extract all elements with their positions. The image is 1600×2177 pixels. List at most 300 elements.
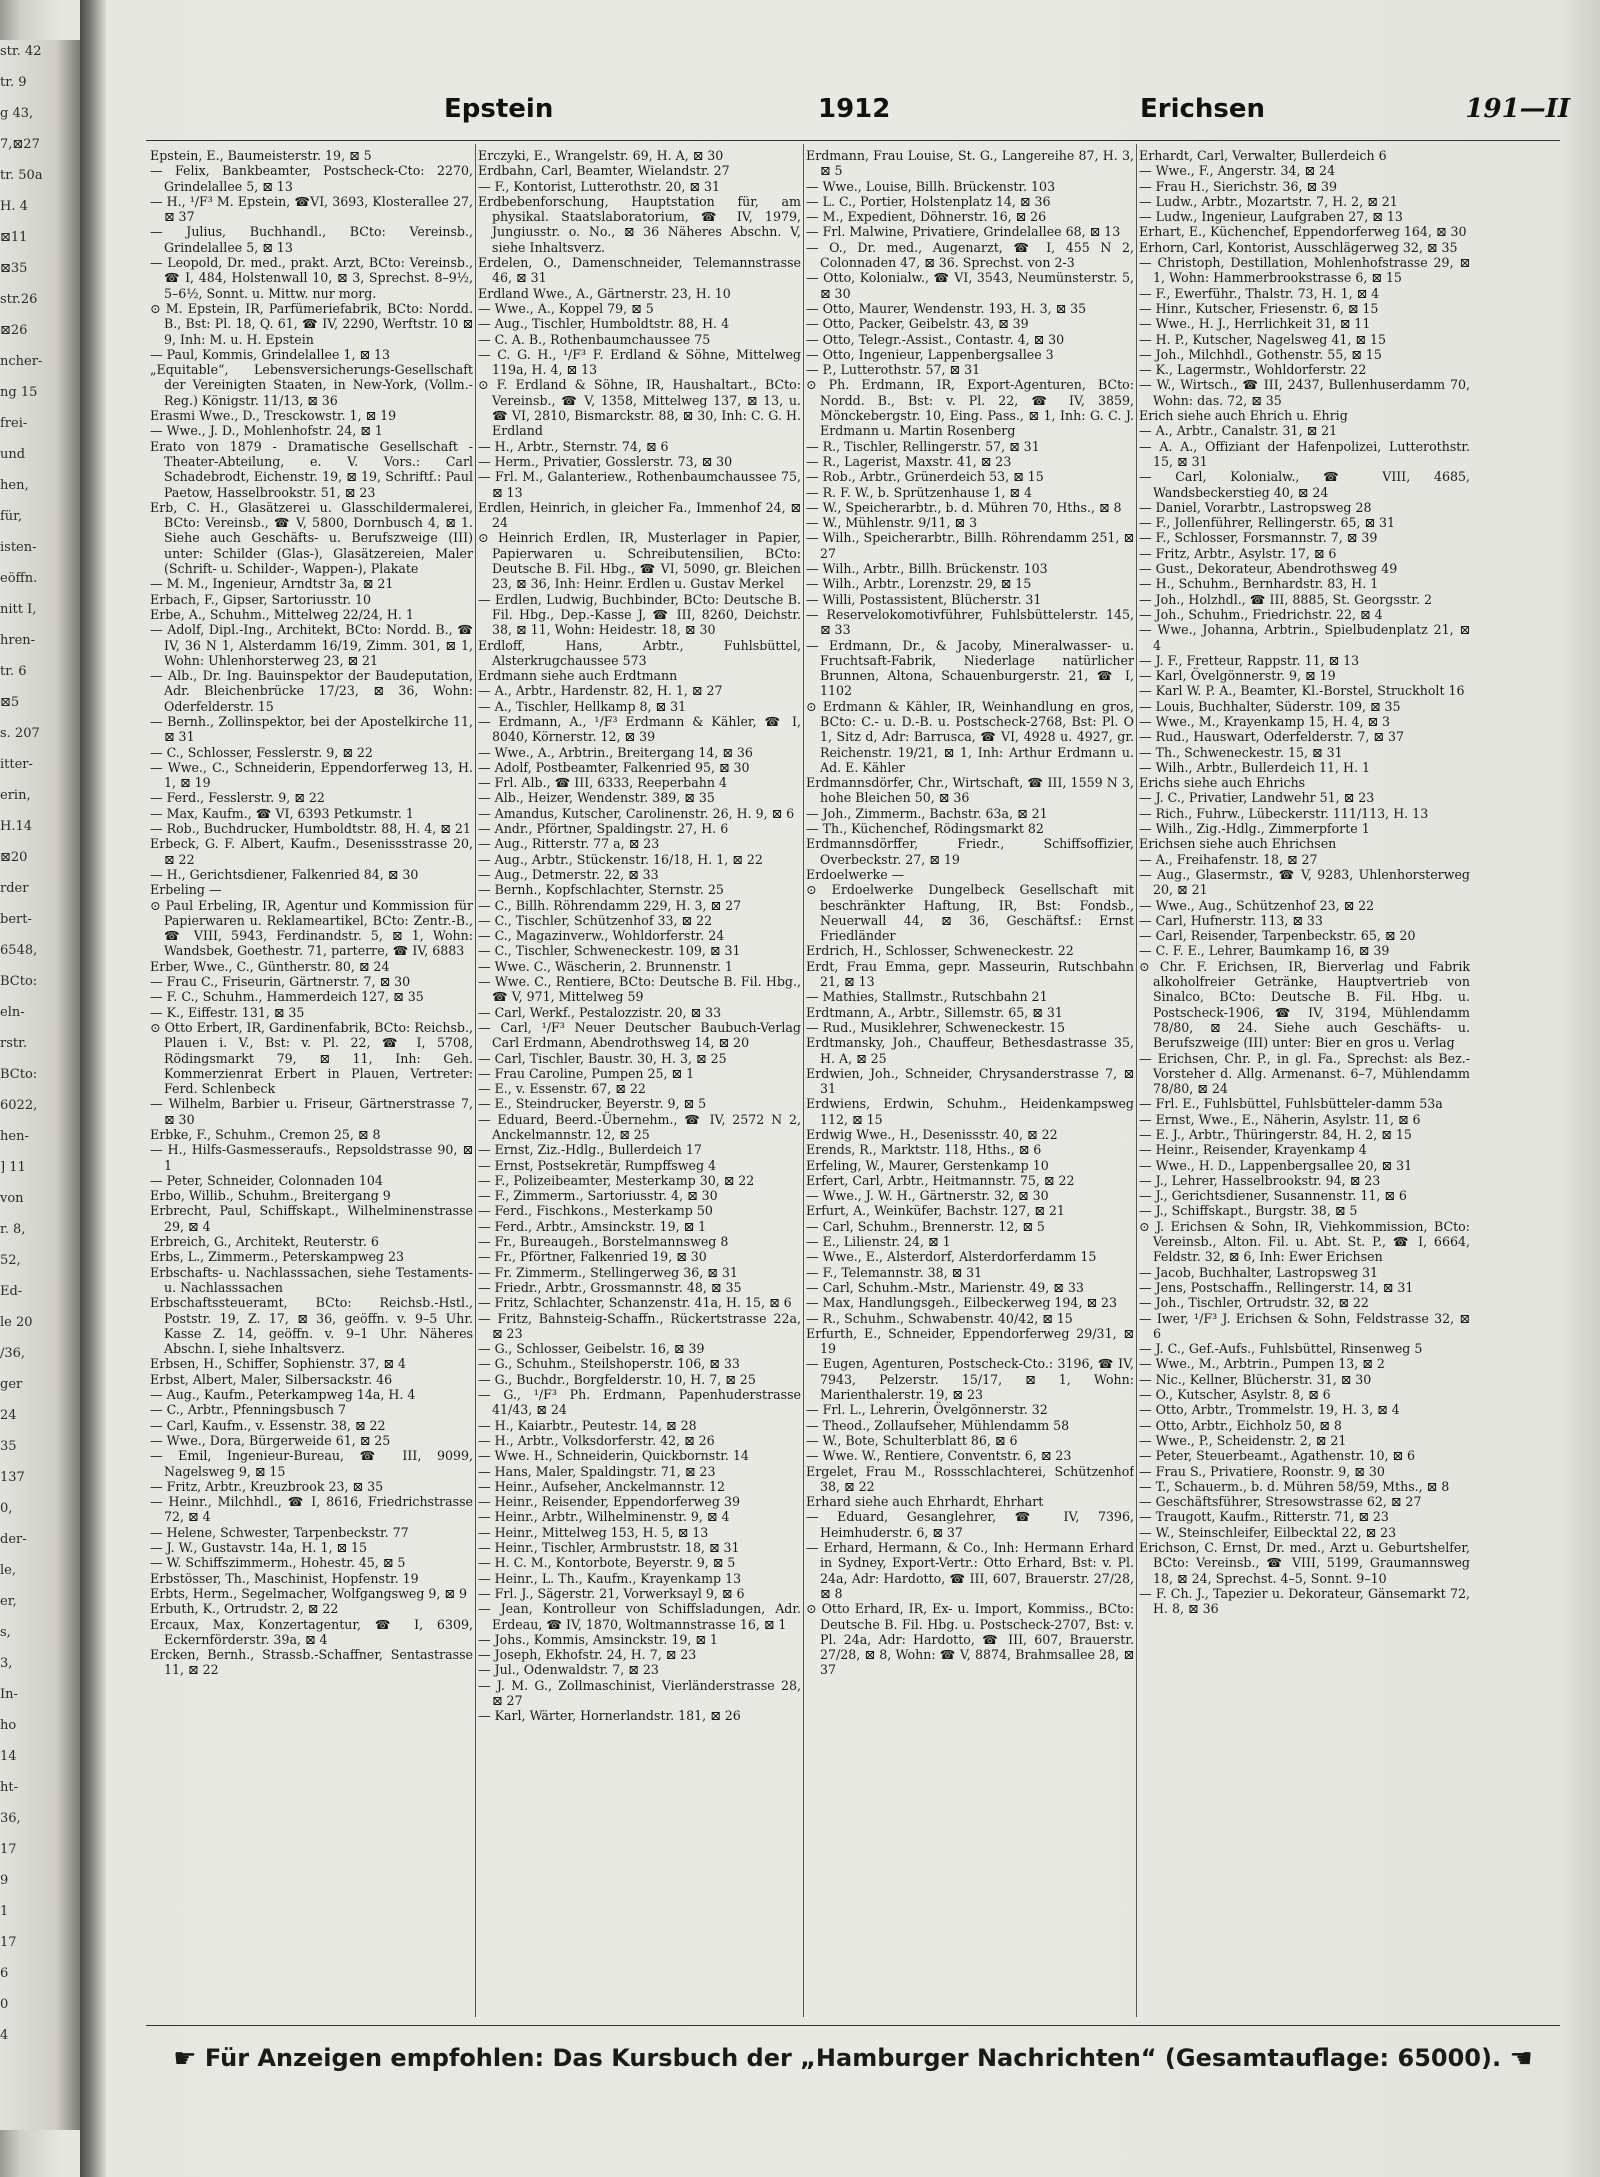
directory-entry: ⊙ Chr. F. Erichsen, IR, Bierverlag und Fabrik alkoholfreier Getränke, Hauptvertrieb von Sinalco, BCto: Deutsche B. Fil. Hbg. u. Postscheck-1906, ☎ IV, 3194, Mühlendamm 78/80, ⊠ 24. Siehe auch Geschäfts- u. Berufszweige (III) unter: Bier en gros u. Verlag — [1139, 958, 1470, 1051]
advertisement-footer — [146, 2044, 1560, 2084]
directory-entry: Erdloff, Hans, Arbtr., Fuhlsbüttel, Alsterkrugchaussee 573 — [478, 637, 801, 668]
previous-page-fragment: tr. 9 — [0, 75, 27, 90]
directory-entry: — Otto, Arbtr., Eichholz 50, ⊠ 8 — [1139, 1417, 1342, 1433]
directory-entry: Erdt, Frau Emma, gepr. Masseurin, Rutschbahn 21, ⊠ 13 — [806, 958, 1134, 990]
directory-entry: — Traugott, Kaufm., Ritterstr. 71, ⊠ 23 — [1139, 1509, 1389, 1525]
directory-entry: — Wwe., C., Schneiderin, Eppendorferweg 13, H. 1, ⊠ 19 — [150, 759, 473, 791]
directory-entry: — G., Buchdr., Borgfelderstr. 10, H. 7, ⊠ 25 — [478, 1371, 756, 1387]
directory-entry: — Eduard, Gesanglehrer, ☎ IV, 7396, Heimhuderstr. 6, ⊠ 37 — [806, 1509, 1134, 1540]
directory-entry: — Carl, Tischler, Baustr. 30, H. 3, ⊠ 25 — [478, 1050, 727, 1066]
directory-entry: — Bernh., Kopfschlachter, Sternstr. 25 — [478, 882, 724, 898]
directory-entry: — H., Arbtr., Sternstr. 74, ⊠ 6 — [478, 438, 669, 454]
directory-entry: — Otto, Ingenieur, Lappenbergsallee 3 — [806, 346, 1054, 362]
directory-entry: — W., Steinschleifer, Eilbecktal 22, ⊠ 23 — [1139, 1524, 1397, 1540]
directory-entry: — Friedr., Arbtr., Grossmannstr. 48, ⊠ 35 — [478, 1279, 742, 1295]
directory-entry: — Aug., Kaufm., Peterkampweg 14a, H. 4 — [150, 1387, 416, 1403]
directory-entry: — Theod., Zollaufseher, Mühlendamm 58 — [806, 1417, 1070, 1433]
directory-entry: — W., Speicherarbtr., b. d. Mühren 70, Hths., ⊠ 8 — [806, 499, 1122, 515]
directory-entry: — Wilh., Arbtr., Lorenzstr. 29, ⊠ 15 — [806, 576, 1032, 592]
directory-entry: — Daniel, Vorarbtr., Lastropsweg 28 — [1139, 499, 1372, 515]
directory-entry: — Heinr., Reisender, Krayenkamp 4 — [1139, 1142, 1367, 1158]
previous-page-fragment: ncher- — [0, 354, 43, 369]
directory-entry: Epstein, E., Baumeisterstr. 19, ⊠ 5 — [150, 148, 372, 163]
directory-entry: ⊙ Otto Erhard, IR, Ex- u. Import, Kommiss., BCto: Deutsche B. Fil. Hbg. u. Postscheck-2707, Bst: v. Pl. 24a, Adr: Hardotto, ☎ III, 607, Brauerstr. 27/28, ⊠ 8, Wohn: ☎ V, 8874, Brahmsallee 28, ⊠ 37 — [806, 1601, 1134, 1678]
directory-entry: — Helene, Schwester, Tarpenbeckstr. 77 — [150, 1524, 409, 1540]
directory-entry: — Geschäftsführer, Stresowstrasse 62, ⊠ 27 — [1139, 1494, 1422, 1510]
directory-entry: Erbreich, G., Architekt, Reuterstr. 6 — [150, 1234, 379, 1250]
directory-entry: Erbts, Herm., Segelmacher, Wolfgangsweg 9, ⊠ 9 — [150, 1585, 467, 1601]
directory-entry: Erbuth, K., Ortrudstr. 2, ⊠ 22 — [150, 1601, 339, 1617]
directory-entry: — Wwe. C., Wäscherin, 2. Brunnenstr. 1 — [478, 958, 733, 974]
directory-entry: Erdwig Wwe., H., Desenissstr. 40, ⊠ 22 — [806, 1127, 1058, 1142]
directory-entry: — Gust., Dekorateur, Abendrothsweg 49 — [1139, 561, 1398, 577]
directory-entry: — Adolf, Postbeamter, Falkenried 95, ⊠ 30 — [478, 759, 750, 775]
directory-entry: Erdmannsdörffer, Friedr., Schiffsoffizier, Overbeckstr. 27, ⊠ 19 — [806, 836, 1134, 867]
directory-entry: — F., Jollenführer, Rellingerstr. 65, ⊠ 31 — [1139, 515, 1396, 531]
directory-entry: — R. F. W., b. Sprützenhause 1, ⊠ 4 — [806, 484, 1033, 500]
directory-entry: — Nic., Kellner, Blücherstr. 31, ⊠ 30 — [1139, 1371, 1372, 1387]
directory-entry: — Hinr., Kutscher, Friesenstr. 6, ⊠ 15 — [1139, 300, 1379, 316]
directory-entry: — H., Kaiarbtr., Peutestr. 14, ⊠ 28 — [478, 1417, 697, 1433]
directory-entry: — Joh., Zimmerm., Bachstr. 63a, ⊠ 21 — [806, 805, 1048, 821]
directory-entry: ⊙ Paul Erbeling, IR, Agentur und Kommission für Papierwaren u. Reklameartikel, BCto: Zentr.-B., ☎ VIII, 5943, Ferdinandstr. 5, ⊠ 1, Wohn: Wandsbek, Goethestr. 71, parterre, ☎ IV, 6883 — [150, 897, 473, 959]
directory-entry: — Adolf, Dipl.-Ing., Architekt, BCto: Nordd. B., ☎ IV, 36 N 1, Alsterdamm 16/19, Zimm. 301, ⊠ 1, Wohn: Uhlenhorsterweg 23, ⊠ 21 — [150, 622, 473, 668]
directory-entry: Erdland Wwe., A., Gärtnerstr. 23, H. 10 — [478, 285, 731, 301]
directory-entry: — Peter, Steuerbeamt., Agathenstr. 10, ⊠ 6 — [1139, 1448, 1416, 1464]
previous-page-fragment: H. 4 — [0, 199, 28, 214]
directory-entry: — Ernst, Ziz.-Hdlg., Bullerdeich 17 — [478, 1142, 702, 1158]
directory-entry: — Carl, Hufnerstr. 113, ⊠ 33 — [1139, 912, 1323, 928]
directory-entry: — Wwe., E., Alsterdorf, Alsterdorferdamm 15 — [806, 1249, 1097, 1265]
directory-entry: — Heinr., Mittelweg 153, H. 5, ⊠ 13 — [478, 1524, 709, 1540]
directory-entry: Ercken, Bernh., Strassb.-Schaffner, Sentastrasse 11, ⊠ 22 — [150, 1647, 473, 1678]
directory-entry: — J. W., Gustavstr. 14a, H. 1, ⊠ 15 — [150, 1540, 368, 1556]
directory-entry: — C., Magazinverw., Wohldorferstr. 24 — [478, 928, 725, 944]
directory-entry: — A., Tischler, Hellkamp 8, ⊠ 31 — [478, 698, 687, 714]
directory-entry: — Wwe., Louise, Billh. Brückenstr. 103 — [806, 178, 1056, 194]
directory-entry: — Otto, Kolonialw., ☎ VI, 3543, Neumünsterstr. 5, ⊠ 30 — [806, 270, 1134, 301]
directory-entry: — O., Kutscher, Asylstr. 8, ⊠ 6 — [1139, 1387, 1331, 1403]
directory-entry: — C., Tischler, Schweneckestr. 109, ⊠ 31 — [478, 943, 741, 959]
directory-entry: — Otto, Packer, Geibelstr. 43, ⊠ 39 — [806, 316, 1029, 332]
previous-page-fragment: von — [0, 1191, 24, 1206]
directory-entry: ⊙ Erdmann & Kähler, IR, Weinhandlung en gros, BCto: C.- u. D.-B. u. Postscheck-2768, Bst: Pl. O 1, Sitz d, Adr: Barrusca, ☎ VI, 4928 u. 4927, gr. Reichenstr. 19/21, ⊠ 1, Inh: Arthur Erdmann u. Ad. E. Kähler — [806, 698, 1134, 775]
previous-page-fragment: str.26 — [0, 292, 38, 307]
directory-entry: — Fr. Zimmerm., Stellingerweg 36, ⊠ 31 — [478, 1264, 738, 1280]
directory-entry: — Frau Caroline, Pumpen 25, ⊠ 1 — [478, 1065, 695, 1081]
directory-entry: — R., Lagerist, Maxstr. 41, ⊠ 23 — [806, 453, 1012, 469]
directory-entry: — T., Schauerm., b. d. Mühren 58/59, Mths., ⊠ 8 — [1139, 1478, 1450, 1494]
directory-entry: — Fr., Bureaugeh., Borstelmannsweg 8 — [478, 1234, 729, 1250]
previous-page-fragment: für, — [0, 509, 23, 524]
directory-entry: — Fritz, Bahnsteig-Schaffn., Rückertstrasse 22a, ⊠ 23 — [478, 1310, 801, 1341]
directory-entry: — Heinr., L. Th., Kaufm., Krayenkamp 13 — [478, 1570, 742, 1586]
directory-entry: — Carl, Kaufm., v. Essenstr. 38, ⊠ 22 — [150, 1417, 386, 1433]
directory-entry: — Bernh., Zollinspektor, bei der Apostelkirche 11, ⊠ 31 — [150, 713, 473, 745]
header-last-entry: Erichsen — [1140, 94, 1266, 124]
directory-entry: Erasmi Wwe., D., Tresckowstr. 1, ⊠ 19 — [150, 408, 397, 424]
directory-entry: — F., Kontorist, Lutterothstr. 20, ⊠ 31 — [478, 178, 720, 194]
directory-entry: — Frau S., Privatiere, Roonstr. 9, ⊠ 30 — [1139, 1463, 1385, 1479]
directory-entry: — C., Arbtr., Pfenningsbusch 7 — [150, 1402, 346, 1418]
directory-entry: — Max, Handlungsgeh., Eilbeckerweg 194, ⊠ 23 — [806, 1295, 1118, 1311]
directory-entry: — H. P., Kutscher, Nagelsweg 41, ⊠ 15 — [1139, 331, 1386, 347]
directory-entry: — Rob., Arbtr., Grünerdeich 53, ⊠ 15 — [806, 469, 1044, 485]
directory-entry: — Wwe., M., Arbtrin., Pumpen 13, ⊠ 2 — [1139, 1356, 1385, 1372]
directory-entry: — Otto, Maurer, Wendenstr. 193, H. 3, ⊠ 35 — [806, 300, 1087, 316]
directory-entry: — H., Hilfs-Gasmesseraufs., Repsoldstrasse 90, ⊠ 1 — [150, 1142, 473, 1173]
directory-entry: „Equitable“, Lebensversicherungs-Gesellschaft der Vereinigten Staaten, in New-York, (Vollm.-Reg.) Königstr. 11/13, ⊠ 36 — [150, 362, 473, 408]
directory-entry: — Heinr., Tischler, Armbruststr. 18, ⊠ 31 — [478, 1540, 740, 1556]
directory-entry: — Joseph, Ekhofstr. 24, H. 7, ⊠ 23 — [478, 1647, 697, 1663]
directory-entry: — Reservelokomotivführer, Fuhlsbüttelerstr. 145, ⊠ 33 — [806, 606, 1134, 638]
previous-page-fragment: 52, — [0, 1253, 21, 1268]
directory-entry: — Wwe., Dora, Bürgerweide 61, ⊠ 25 — [150, 1432, 391, 1448]
directory-entry: Erbstösser, Th., Maschinist, Hopfenstr. 19 — [150, 1570, 419, 1586]
directory-entry: — Wwe., P., Scheidenstr. 2, ⊠ 21 — [1139, 1432, 1347, 1448]
directory-column-4 — [1139, 148, 1470, 2026]
directory-entry: — Jacob, Buchhalter, Lastropsweg 31 — [1139, 1264, 1379, 1280]
directory-entry: — Willi, Postassistent, Blücherstr. 31 — [806, 591, 1042, 607]
previous-page-fragment: isten- — [0, 540, 37, 555]
directory-entry: — Joh., Holzhdl., ☎ III, 8885, St. Georgsstr. 2 — [1139, 591, 1432, 607]
directory-entry: — Otto, Telegr.-Assist., Contastr. 4, ⊠ 30 — [806, 331, 1065, 347]
directory-entry: — F., Zimmerm., Sartoriusstr. 4, ⊠ 30 — [478, 1188, 718, 1204]
previous-page-fragment: ht- — [0, 1780, 18, 1795]
directory-entry: Erfurth, E., Schneider, Eppendorferweg 29/31, ⊠ 19 — [806, 1325, 1134, 1357]
directory-entry: Erbschafts- u. Nachlasssachen, siehe Testaments- u. Nachlasssachen — [150, 1264, 473, 1295]
directory-entry: — G., Schlosser, Geibelstr. 16, ⊠ 39 — [478, 1341, 705, 1357]
directory-entry: — Carl, ¹/F³ Neuer Deutscher Baubuch-Verlag Carl Erdmann, Abendrothsweg 14, ⊠ 20 — [478, 1019, 801, 1051]
directory-entry: — M. M., Ingenieur, Arndtstr 3a, ⊠ 21 — [150, 576, 394, 592]
header-first-entry: Epstein — [444, 94, 554, 124]
directory-entry: — R., Tischler, Rellingerstr. 57, ⊠ 31 — [806, 438, 1040, 454]
directory-entry: — Wwe., Aug., Schützenhof 23, ⊠ 22 — [1139, 897, 1375, 913]
directory-entry: — Aug., Arbtr., Stückenstr. 16/18, H. 1, ⊠ 22 — [478, 851, 763, 867]
directory-entry: — W., Wirtsch., ☎ III, 2437, Bullenhuserdamm 70, Wohn: das. 72, ⊠ 35 — [1139, 377, 1470, 408]
directory-entry: — Heinr., Reisender, Eppendorferweg 39 — [478, 1494, 740, 1510]
previous-page-fragment: 17 — [0, 1842, 17, 1857]
directory-entry: — Paul, Kommis, Grindelallee 1, ⊠ 13 — [150, 346, 391, 362]
directory-entry: — F., Schlosser, Forsmannstr. 7, ⊠ 39 — [1139, 530, 1378, 546]
directory-entry: Erichson, C. Ernst, Dr. med., Arzt u. Geburtshelfer, BCto: Vereinsb., ☎ VIII, 5199, Graumannsweg 18, ⊠ 24, Sprechst. 4–5, Sonnt. 9–10 — [1139, 1540, 1470, 1586]
directory-entry: — C. G. H., ¹/F³ F. Erdland & Söhne, Mittelweg 119a, H. 4, ⊠ 13 — [478, 346, 801, 378]
previous-page-fragment: der- — [0, 1532, 27, 1547]
previous-page-fragment: 6022, — [0, 1098, 38, 1113]
directory-entry: — F., Polizeibeamter, Mesterkamp 30, ⊠ 22 — [478, 1172, 755, 1188]
directory-entry: — Amandus, Kutscher, Carolinenstr. 26, H. 9, ⊠ 6 — [478, 805, 795, 821]
directory-entry: — Wilhelm, Barbier u. Friseur, Gärtnerstrasse 7, ⊠ 30 — [150, 1096, 473, 1127]
directory-entry: — Aug., Detmerstr. 22, ⊠ 33 — [478, 866, 659, 882]
directory-entry: — C., Schlosser, Fesslerstr. 9, ⊠ 22 — [150, 744, 373, 760]
directory-entry: — G., Schuhm., Steilshoperstr. 106, ⊠ 33 — [478, 1356, 740, 1372]
column-divider — [1136, 144, 1137, 2017]
previous-page-fragment: 1 — [0, 1904, 9, 1919]
directory-entry: ⊙ F. Erdland & Söhne, IR, Haushaltart., BCto: Vereinsb., ☎ V, 1358, Mittelweg 137, ⊠ 13, u. ☎ VI, 2810, Bismarckstr. 88, ⊠ 30, Inh: C. G. H. Erdland — [478, 377, 801, 439]
directory-entry: — F., Ewerführ., Thalstr. 73, H. 1, ⊠ 4 — [1139, 285, 1380, 301]
directory-entry: — Christoph, Destillation, Mohlenhofstrasse 29, ⊠ 1, Wohn: Hammerbrookstrasse 6, ⊠ 15 — [1139, 255, 1470, 286]
directory-entry: — Eduard, Beerd.-Übernehm., ☎ IV, 2572 N 2, Anckelmannstr. 12, ⊠ 25 — [478, 1111, 801, 1142]
header-rule — [146, 140, 1560, 141]
previous-page-fragment: 24 — [0, 1408, 17, 1423]
directory-entry: — Wilh., Speicherarbtr., Billh. Röhrendamm 251, ⊠ 27 — [806, 530, 1134, 561]
previous-page-fragment: ⊠5 — [0, 695, 20, 710]
directory-entry: Erdelen, O., Damenschneider, Telemannstrasse 46, ⊠ 31 — [478, 255, 801, 286]
directory-entry: Erbe, A., Schuhm., Mittelweg 22/24, H. 1 — [150, 606, 414, 622]
previous-page-edge — [0, 40, 80, 2130]
previous-page-fragment: 0 — [0, 1997, 9, 2012]
directory-entry: — E. J., Arbtr., Thüringerstr. 84, H. 2, ⊠ 15 — [1139, 1127, 1412, 1142]
directory-entry: Erends, R., Marktstr. 118, Hths., ⊠ 6 — [806, 1142, 1042, 1158]
directory-entry: — Ferd., Arbtr., Amsinckstr. 19, ⊠ 1 — [478, 1218, 707, 1234]
directory-entry: — Hans, Maler, Spaldingstr. 71, ⊠ 23 — [478, 1463, 716, 1479]
directory-entry: Erbrecht, Paul, Schiffskapt., Wilhelminenstrasse 29, ⊠ 4 — [150, 1203, 473, 1234]
previous-page-fragment: 0, — [0, 1501, 13, 1516]
directory-entry: — Th., Küchenchef, Rödingsmarkt 82 — [806, 821, 1044, 837]
directory-entry: — Fr., Pförtner, Falkenried 19, ⊠ 30 — [478, 1249, 707, 1265]
directory-entry: ⊙ Otto Erbert, IR, Gardinenfabrik, BCto: Reichsb., Plauen i. V., Bst: v. Pl. 22, ☎ I, 5708, Rödingsmarkt 79, ⊠ 11, Inh: Geh. Kommerzienrat Erbert in Plauen, Vertreter: Ferd. Schlenbeck — [150, 1019, 473, 1097]
directory-entry: — Erhard, Hermann, & Co., Inh: Hermann Erhard in Sydney, Export-Vertr.: Otto Erhard, Bst: v. Pl. 24a, Adr: Hardotto, ☎ III, 607, Brauerstr. 27/28, ⊠ 8 — [806, 1540, 1134, 1601]
directory-entry: — Alb., Heizer, Wendenstr. 389, ⊠ 35 — [478, 790, 715, 806]
directory-entry: Erhart, E., Küchenchef, Eppendorferweg 164, ⊠ 30 — [1139, 224, 1467, 240]
directory-entry: Erhard siehe auch Ehrhardt, Ehrhart — [806, 1494, 1044, 1510]
column-divider — [475, 144, 476, 2017]
directory-entry: — Wwe. H., Schneiderin, Quickbornstr. 14 — [478, 1448, 749, 1464]
directory-entry: — H., Gerichtsdiener, Falkenried 84, ⊠ 30 — [150, 866, 419, 882]
directory-entry: — E., v. Essenstr. 67, ⊠ 22 — [478, 1081, 646, 1097]
directory-entry: ⊙ Erdoelwerke Dungelbeck Gesellschaft mit beschränkter Haftung, IR, Bst: Fondsb., Neuerwall 44, ⊠ 36, Geschäftsf.: Ernst Friedländer — [806, 882, 1134, 944]
directory-entry: — H. C. M., Kontorbote, Beyerstr. 9, ⊠ 5 — [478, 1555, 736, 1571]
directory-entry: — Heinr., Arbtr., Wilhelminenstr. 9, ⊠ 4 — [478, 1509, 730, 1525]
directory-entry: Erdmannsdörfer, Chr., Wirtschaft, ☎ III, 1559 N 3, hohe Bleichen 50, ⊠ 36 — [806, 775, 1134, 806]
directory-entry: Erb, C. H., Glasätzerei u. Glasschildermalerei, BCto: Vereinsb., ☎ V, 5800, Dornbusch 4, ⊠ 1. Siehe auch Geschäfts- u. Berufszweige (III) unter: Schilder (Glas-), Glasätzereien, Maler (Schrift- u. Schilder-, Wappen-), Plakate — [150, 499, 473, 577]
previous-page-fragment: ⊠35 — [0, 261, 28, 276]
directory-entry: — Frl. Malwine, Privatiere, Grindelallee 68, ⊠ 13 — [806, 224, 1121, 240]
directory-entry: — Max, Kaufm., ☎ VI, 6393 Petkumstr. 1 — [150, 805, 414, 821]
directory-entry: — C. F. E., Lehrer, Baumkamp 16, ⊠ 39 — [1139, 943, 1390, 959]
directory-entry: — K., Lagermstr., Wohldorferstr. 22 — [1139, 362, 1367, 378]
directory-entry: — Wwe., A., Koppel 79, ⊠ 5 — [478, 300, 654, 316]
previous-page-fragment: ⊠20 — [0, 850, 28, 865]
pointing-hand-icon: ☛ — [173, 2044, 197, 2074]
directory-entry: — J. C., Gef.-Aufs., Fuhlsbüttel, Rinsenweg 5 — [1139, 1341, 1423, 1357]
directory-entry: — Wilh., Arbtr., Billh. Brückenstr. 103 — [806, 561, 1048, 577]
directory-entry: — Ferd., Fischkons., Mesterkamp 50 — [478, 1203, 713, 1219]
previous-page-fragment: itter- — [0, 757, 33, 772]
directory-entry: — Iwer, ¹/F³ J. Erichsen & Sohn, Feldstrasse 32, ⊠ 6 — [1139, 1310, 1470, 1341]
previous-page-fragment: hen, — [0, 478, 29, 493]
directory-entry: Erichsen siehe auch Ehrichsen — [1139, 836, 1337, 852]
directory-entry: — A., Freihafenstr. 18, ⊠ 27 — [1139, 851, 1318, 867]
directory-column-2 — [478, 148, 801, 2026]
directory-entry: Erdtmann, A., Arbtr., Sillemstr. 65, ⊠ 31 — [806, 1004, 1063, 1020]
directory-entry: — Joh., Schuhm., Friedrichstr. 22, ⊠ 4 — [1139, 606, 1383, 622]
previous-page-fragment: 35 — [0, 1439, 17, 1454]
directory-entry: — Karl, Wärter, Hornerlandstr. 181, ⊠ 26 — [478, 1708, 741, 1724]
directory-entry: Ergelet, Frau M., Rossschlachterei, Schützenhof 38, ⊠ 22 — [806, 1463, 1134, 1494]
directory-entry: ⊙ J. Erichsen & Sohn, IR, Viehkommission, BCto: Vereinsb., Alton. Fil. u. Abt. St. P., ☎ I, 6664, Feldstr. 32, ⊠ 6, Inh: Ewer Erichsen — [1139, 1218, 1470, 1265]
directory-entry: Erfeling, W., Maurer, Gerstenkamp 10 — [806, 1157, 1049, 1173]
directory-entry: Erhardt, Carl, Verwalter, Bullerdeich 6 — [1139, 148, 1387, 163]
previous-page-fragment: rstr. — [0, 1036, 28, 1051]
directory-entry: Erdmann, Frau Louise, St. G., Langereihe 87, H. 3, ⊠ 5 — [806, 148, 1134, 179]
directory-entry: — Joh., Milchhdl., Gothenstr. 55, ⊠ 15 — [1139, 346, 1382, 362]
directory-entry: — Wwe. W., Rentiere, Conventstr. 6, ⊠ 23 — [806, 1448, 1072, 1464]
directory-entry: — Carl, Kolonialw., ☎ VIII, 4685, Wandsbeckerstieg 40, ⊠ 24 — [1139, 469, 1470, 500]
directory-entry: — Jean, Kontrolleur von Schiffsladungen, Adr. Erdeau, ☎ IV, 1870, Woltmannstrasse 16, ⊠ 1 — [478, 1601, 801, 1632]
previous-page-fragment: tr. 6 — [0, 664, 27, 679]
previous-page-fragment: erin, — [0, 788, 31, 803]
directory-entry: — Wilh., Zig.-Hdlg., Zimmerpforte 1 — [1139, 821, 1370, 837]
previous-page-fragment: ] 11 — [0, 1160, 26, 1175]
directory-entry: Erdoelwerke — — [806, 866, 905, 882]
previous-page-fragment: tr. 50a — [0, 168, 43, 183]
directory-entry: — Jens, Postschaffn., Rellingerstr. 14, ⊠ 31 — [1139, 1279, 1414, 1295]
directory-entry: — C., Tischler, Schützenhof 33, ⊠ 22 — [478, 912, 713, 928]
directory-entry: — Louis, Buchhalter, Süderstr. 109, ⊠ 35 — [1139, 698, 1401, 714]
directory-entry: — Leopold, Dr. med., prakt. Arzt, BCto: Vereinsb., ☎ I, 484, Holstenwall 10, ⊠ 3, Sprechst. 8–9½, 5–6½, Sonnt. u. Mittw. nur morg. — [150, 255, 473, 301]
directory-entry: Erdwien, Joh., Schneider, Chrysanderstrasse 7, ⊠ 31 — [806, 1065, 1134, 1097]
directory-entry: ⊙ Heinrich Erdlen, IR, Musterlager in Papier, Papierwaren u. Schreibutensilien, BCto: Deutsche B. Fil. Hbg., ☎ VI, 5090, gr. Bleichen 23, ⊠ 36, Inh: Heinr. Erdlen u. Gustav Merkel — [478, 530, 801, 592]
directory-entry: — Wwe., A., Arbtrin., Breitergang 14, ⊠ 36 — [478, 744, 753, 760]
directory-entry: — Fritz, Arbtr., Kreuzbrook 23, ⊠ 35 — [150, 1478, 384, 1494]
directory-entry: Erbst, Albert, Maler, Silbersackstr. 46 — [150, 1371, 393, 1387]
directory-entry: — Wwe., J. D., Mohlenhofstr. 24, ⊠ 1 — [150, 423, 383, 439]
directory-entry: — Carl, Werkf., Pestalozzistr. 20, ⊠ 33 — [478, 1004, 722, 1020]
directory-entry: — A., Arbtr., Canalstr. 31, ⊠ 21 — [1139, 423, 1338, 439]
directory-entry: — Aug., Tischler, Humboldtstr. 88, H. 4 — [478, 316, 730, 332]
directory-entry: Erbach, F., Gipser, Sartoriusstr. 10 — [150, 591, 372, 607]
directory-entry: — M., Expedient, Döhnerstr. 16, ⊠ 26 — [806, 209, 1047, 225]
previous-page-fragment: Ed- — [0, 1284, 23, 1299]
column-divider — [803, 144, 804, 2017]
directory-entry: Erdlen, Heinrich, in gleicher Fa., Immenhof 24, ⊠ 24 — [478, 499, 801, 531]
directory-entry: — Mathies, Stallmstr., Rutschbahn 21 — [806, 989, 1048, 1005]
directory-entry: — Johs., Kommis, Amsinckstr. 19, ⊠ 1 — [478, 1631, 718, 1647]
previous-page-fragment: 6 — [0, 1966, 9, 1981]
previous-page-fragment: g 43, — [0, 106, 34, 121]
directory-entry: — Carl, Schuhm.-Mstr., Marienstr. 49, ⊠ 33 — [806, 1279, 1084, 1295]
directory-entry: — Wwe., F., Angerstr. 34, ⊠ 24 — [1139, 163, 1336, 179]
directory-entry: — H., Arbtr., Volksdorferstr. 42, ⊠ 26 — [478, 1432, 715, 1448]
previous-page-fragment: 9 — [0, 1873, 9, 1888]
directory-entry: — Th., Schweneckestr. 15, ⊠ 31 — [1139, 744, 1343, 760]
directory-entry: — W., Mühlenstr. 9/11, ⊠ 3 — [806, 515, 978, 531]
previous-page-fragment: s, — [0, 1625, 11, 1640]
directory-entry: — Wwe., H. J., Herrlichkeit 31, ⊠ 11 — [1139, 316, 1371, 332]
directory-page — [106, 0, 1600, 2177]
directory-entry: Erdtmansky, Joh., Chauffeur, Bethesdastrasse 35, H. A, ⊠ 25 — [806, 1035, 1134, 1066]
directory-entry: Erbke, F., Schuhm., Cremon 25, ⊠ 8 — [150, 1127, 381, 1142]
previous-page-fragment: frei- — [0, 416, 28, 431]
directory-entry: — Frl. M., Galanteriew., Rothenbaumchaussee 75, ⊠ 13 — [478, 469, 801, 500]
page-header — [136, 94, 1570, 134]
directory-entry: — R., Schuhm., Schwabenstr. 40/42, ⊠ 15 — [806, 1310, 1073, 1326]
previous-page-fragment: 137 — [0, 1470, 25, 1485]
directory-entry: — Erichsen, Chr. P., in gl. Fa., Sprechst: als Bez.-Vorsteher d. Allg. Armenanst. 6–7, Mühlendamm 78/80, ⊠ 24 — [1139, 1050, 1470, 1097]
directory-entry: — Jul., Odenwaldstr. 7, ⊠ 23 — [478, 1662, 659, 1678]
previous-page-fragment: 17 — [0, 1935, 17, 1950]
directory-entry: — G., ¹/F³ Ph. Erdmann, Papenhuderstrasse 41/43, ⊠ 24 — [478, 1387, 801, 1418]
previous-page-fragment: hren- — [0, 633, 36, 648]
directory-entry: — Erdmann, Dr., & Jacoby, Mineralwasser- u. Fruchtsaft-Fabrik, Niederlage natürlicher Brunnen, Altona, Schauenburgerstr. 21, ☎ I, 1102 — [806, 637, 1134, 699]
previous-page-fragment: ⊠11 — [0, 230, 28, 245]
directory-entry: Erich siehe auch Ehrich u. Ehrig — [1139, 408, 1348, 424]
directory-entry: Erczyki, E., Wrangelstr. 69, H. A, ⊠ 30 — [478, 148, 724, 163]
directory-entry: — Frl. J., Sägerstr. 21, Vorwerksayl 9, ⊠ 6 — [478, 1585, 745, 1601]
directory-entry: — Karl, Övelgönnerstr. 9, ⊠ 19 — [1139, 668, 1336, 684]
directory-entry: — Otto, Arbtr., Trommelstr. 19, H. 3, ⊠ 4 — [1139, 1402, 1400, 1418]
directory-column-3 — [806, 148, 1134, 2026]
directory-entry: Erbschaftssteueramt, BCto: Reichsb.-Hstl., Poststr. 19, Z. 17, ⊠ 36, geöffn. v. 9–5 Uhr. Kasse Z. 14, geöffn. v. 9–1 Uhr. Näheres Abschn. I, siehe Inhaltsverz. — [150, 1295, 473, 1357]
directory-entry: — A. A., Offiziant der Hafenpolizei, Lutterothstr. 15, ⊠ 31 — [1139, 438, 1470, 469]
directory-entry: Erhorn, Carl, Kontorist, Ausschlägerweg 32, ⊠ 35 — [1139, 239, 1458, 255]
directory-entry: — Rud., Musiklehrer, Schweneckestr. 15 — [806, 1019, 1066, 1035]
directory-entry: — Ernst, Postsekretär, Rumpffsweg 4 — [478, 1157, 717, 1173]
previous-page-fragment: 7,⊠27 — [0, 137, 40, 152]
previous-page-fragment: /36, — [0, 1346, 26, 1361]
directory-column-1 — [150, 148, 473, 2026]
directory-entry: — Fritz, Arbtr., Asylstr. 17, ⊠ 6 — [1139, 545, 1337, 561]
directory-entry: Erbo, Willib., Schuhm., Breitergang 9 — [150, 1188, 391, 1204]
directory-entry: — K., Eiffestr. 131, ⊠ 35 — [150, 1004, 305, 1020]
directory-entry: — Frl. E., Fuhlsbüttel, Fuhlsbütteler-damm 53a — [1139, 1096, 1443, 1112]
directory-entry: — A., Arbtr., Hardenstr. 82, H. 1, ⊠ 27 — [478, 683, 723, 699]
directory-entry: Erfurt, A., Weinküfer, Bachstr. 127, ⊠ 21 — [806, 1203, 1065, 1219]
directory-entry: Erato von 1879 - Dramatische Gesellschaft - Theater-Abteilung, e. V. Vors.: Carl Schadebrodt, Eichenstr. 19, ⊠ 19, Schriftf.: Paul Paetow, Hasselbrookstr. 51, ⊠ 23 — [150, 438, 473, 500]
directory-entry: — Joh., Tischler, Ortrudstr. 32, ⊠ 22 — [1139, 1295, 1369, 1311]
directory-entry: — Julius, Buchhandl., BCto: Vereinsb., Grindelallee 5, ⊠ 13 — [150, 224, 473, 255]
directory-entry: Erdwiens, Erdwin, Schuhm., Heidenkampsweg 112, ⊠ 15 — [806, 1096, 1134, 1127]
previous-page-fragment: In- — [0, 1687, 18, 1702]
previous-page-fragment: ho — [0, 1718, 17, 1733]
directory-entry: Ercaux, Max, Konzertagentur, ☎ I, 6309, Eckernförderstr. 39a, ⊠ 4 — [150, 1616, 473, 1647]
directory-entry: — J. F., Fretteur, Rappstr. 11, ⊠ 13 — [1139, 652, 1360, 668]
directory-entry: — Wwe., Johanna, Arbtrin., Spielbudenplatz 21, ⊠ 4 — [1139, 622, 1470, 653]
directory-entry: — Aug., Ritterstr. 77 a, ⊠ 23 — [478, 836, 660, 852]
directory-entry: — Ernst, Wwe., E., Näherin, Asylstr. 11, ⊠ 6 — [1139, 1111, 1421, 1127]
previous-page-fragment: hen- — [0, 1129, 29, 1144]
directory-entry: Erbsen, H., Schiffer, Sophienstr. 37, ⊠ 4 — [150, 1356, 406, 1372]
directory-entry: — C. A. B., Rothenbaumchaussee 75 — [478, 331, 711, 347]
previous-page-fragment: H.14 — [0, 819, 33, 834]
directory-entry: Erbeck, G. F. Albert, Kaufm., Desenissstrasse 20, ⊠ 22 — [150, 836, 473, 867]
previous-page-fragment: eln- — [0, 1005, 25, 1020]
directory-entry: — Ludw., Arbtr., Mozartstr. 7, H. 2, ⊠ 21 — [1139, 193, 1398, 209]
directory-entry: — J., Lehrer, Hasselbrookstr. 94, ⊠ 23 — [1139, 1172, 1381, 1188]
directory-entry: — Wwe., J. W. H., Gärtnerstr. 32, ⊠ 30 — [806, 1188, 1049, 1204]
directory-entry: — Frau C., Friseurin, Gärtnerstr. 7, ⊠ 30 — [150, 974, 411, 990]
directory-entry: — H., ¹/F³ M. Epstein, ☎VI, 3693, Klosterallee 27, ⊠ 37 — [150, 193, 473, 225]
directory-entry: — F. C., Schuhm., Hammerdeich 127, ⊠ 35 — [150, 989, 424, 1005]
directory-entry: — Emil, Ingenieur-Bureau, ☎ III, 9099, Nagelsweg 9, ⊠ 15 — [150, 1448, 473, 1479]
previous-page-fragment: 14 — [0, 1749, 17, 1764]
directory-entry: — Erdlen, Ludwig, Buchbinder, BCto: Deutsche B. Fil. Hbg., Dep.-Kasse J, ☎ III, 8260, Deichstr. 38, ⊠ 11, Wohn: Heidestr. 18, ⊠ 30 — [478, 591, 801, 638]
directory-entry: — W., Bote, Schulterblatt 86, ⊠ 6 — [806, 1432, 1018, 1448]
previous-page-fragment: ng 15 — [0, 385, 38, 400]
previous-page-fragment: 3, — [0, 1656, 13, 1671]
page-number: 191—II — [1465, 94, 1570, 124]
directory-entry: — Aug., Glasermstr., ☎ V, 9283, Uhlenhorsterweg 20, ⊠ 21 — [1139, 866, 1470, 898]
directory-entry: ⊙ M. Epstein, IR, Parfümeriefabrik, BCto: Nordd. B., Bst: Pl. 18, Q. 61, ☎ IV, 2290, Werftstr. 10 ⊠ 9, Inh: M. u. H. Epstein — [150, 300, 473, 347]
previous-page-fragment: und — [0, 447, 26, 462]
directory-entry: — Karl W. P. A., Beamter, Kl.-Borstel, Struckholt 16 — [1139, 683, 1465, 699]
previous-page-fragment: nitt I, — [0, 602, 37, 617]
directory-entry: Erbs, L., Zimmerm., Peterskampweg 23 — [150, 1249, 405, 1265]
directory-entry: — J., Schiffskapt., Burgstr. 38, ⊠ 5 — [1139, 1203, 1358, 1219]
previous-page-fragment: BCto: — [0, 1067, 38, 1082]
directory-entry: — F. Ch. J., Tapezier u. Dekorateur, Gänsemarkt 72, H. 8, ⊠ 36 — [1139, 1585, 1470, 1617]
